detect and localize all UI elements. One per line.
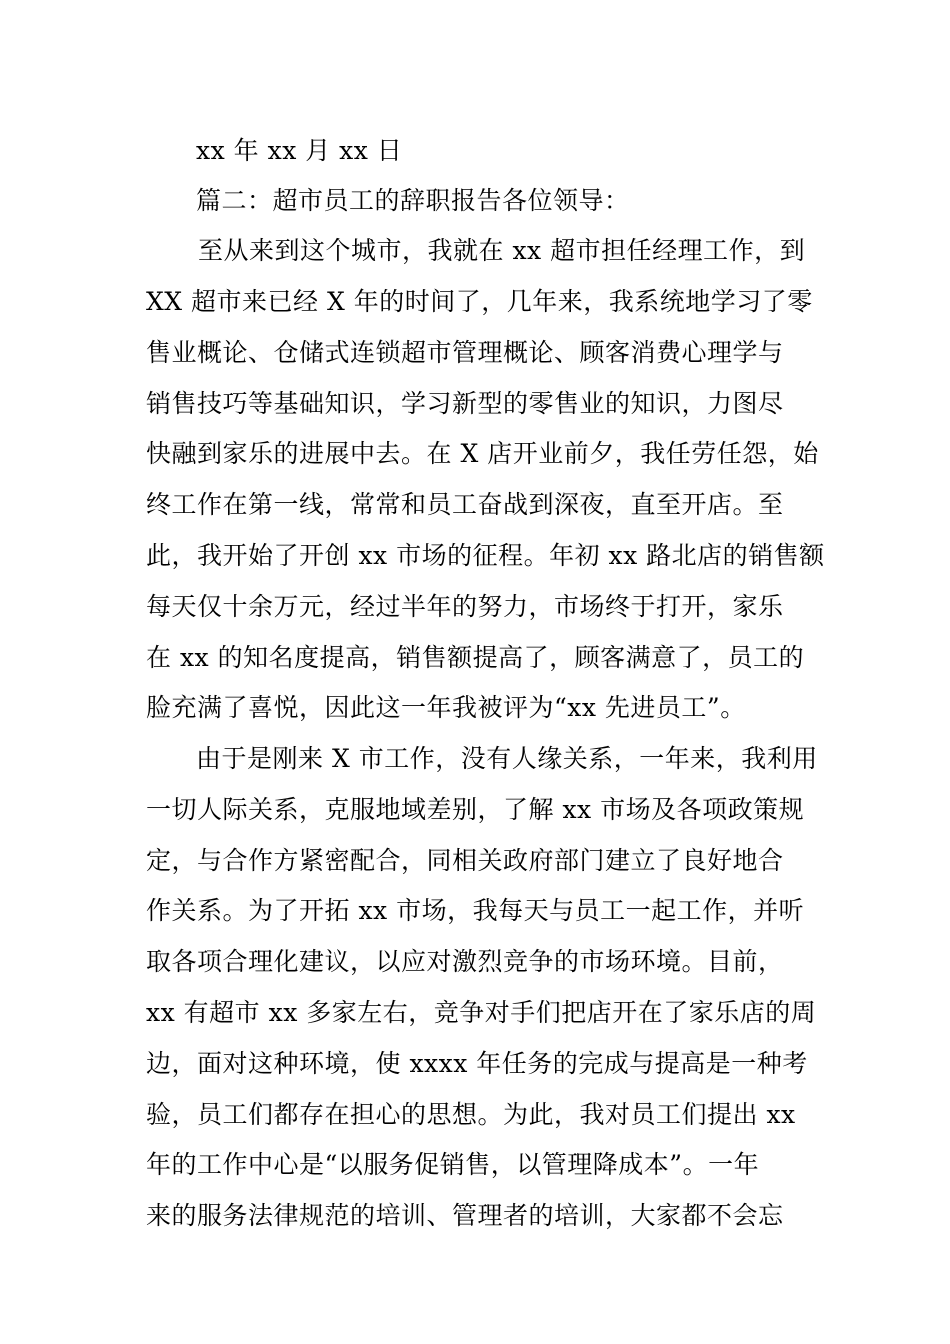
paragraph-line: 取各项合理化建议，以应对激烈竞争的市场环境。目前， [146,947,784,976]
paragraph-line: 一切人际关系，克服地域差别，了解 xx 市场及各项政策规 [146,795,805,824]
paragraph-line: 作关系。为了开拓 xx 市场，我每天与员工一起工作，并听 [146,896,805,925]
paragraph-line: 售业概论、仓储式连锁超市管理概论、顾客消费心理学与 [146,338,784,367]
section-heading: 篇二：超市员工的辞职报告各位领导： [196,186,630,215]
paragraph-line: 终工作在第一线，常常和员工奋战到深夜，直至开店。至 [146,490,784,519]
paragraph-line: 销售技巧等基础知识，学习新型的零售业的知识，力图尽 [146,389,784,418]
paragraph-line: 年的工作中心是“以服务促销售，以管理降成本”。一年 [146,1150,760,1179]
paragraph-line: 来的服务法律规范的培训、管理者的培训，大家都不会忘 [146,1201,784,1230]
paragraph-line: 在 xx 的知名度提高，销售额提高了，顾客满意了，员工的 [146,643,805,672]
paragraph-line: 每天仅十余万元，经过半年的努力，市场终于打开，家乐 [146,592,784,621]
paragraph-line: 脸充满了喜悦，因此这一年我被评为“xx 先进员工”。 [146,693,746,722]
date-line: xx 年 xx 月 xx 日 [196,136,403,165]
paragraph-line: 验，员工们都存在担心的思想。为此，我对员工们提出 xx [146,1100,796,1129]
paragraph-line: 由于是刚来 X 市工作，没有人缘关系，一年来，我利用 [196,744,818,773]
paragraph-line: XX 超市来已经 X 年的时间了，几年来，我系统地学习了零 [146,287,813,316]
paragraph-line: 至从来到这个城市，我就在 xx 超市担任经理工作，到 [198,236,806,265]
paragraph-line: 定，与合作方紧密配合，同相关政府部门建立了良好地合 [146,846,784,875]
paragraph-line: 快融到家乐的进展中去。在 X 店开业前夕，我任劳任怨，始 [146,439,819,468]
paragraph-line: xx 有超市 xx 多家左右，竞争对手们把店开在了家乐店的周 [146,998,817,1027]
paragraph-line: 边，面对这种环境，使 xxxx 年任务的完成与提高是一种考 [146,1049,808,1078]
paragraph-line: 此，我开始了开创 xx 市场的征程。年初 xx 路北店的销售额 [146,541,825,570]
